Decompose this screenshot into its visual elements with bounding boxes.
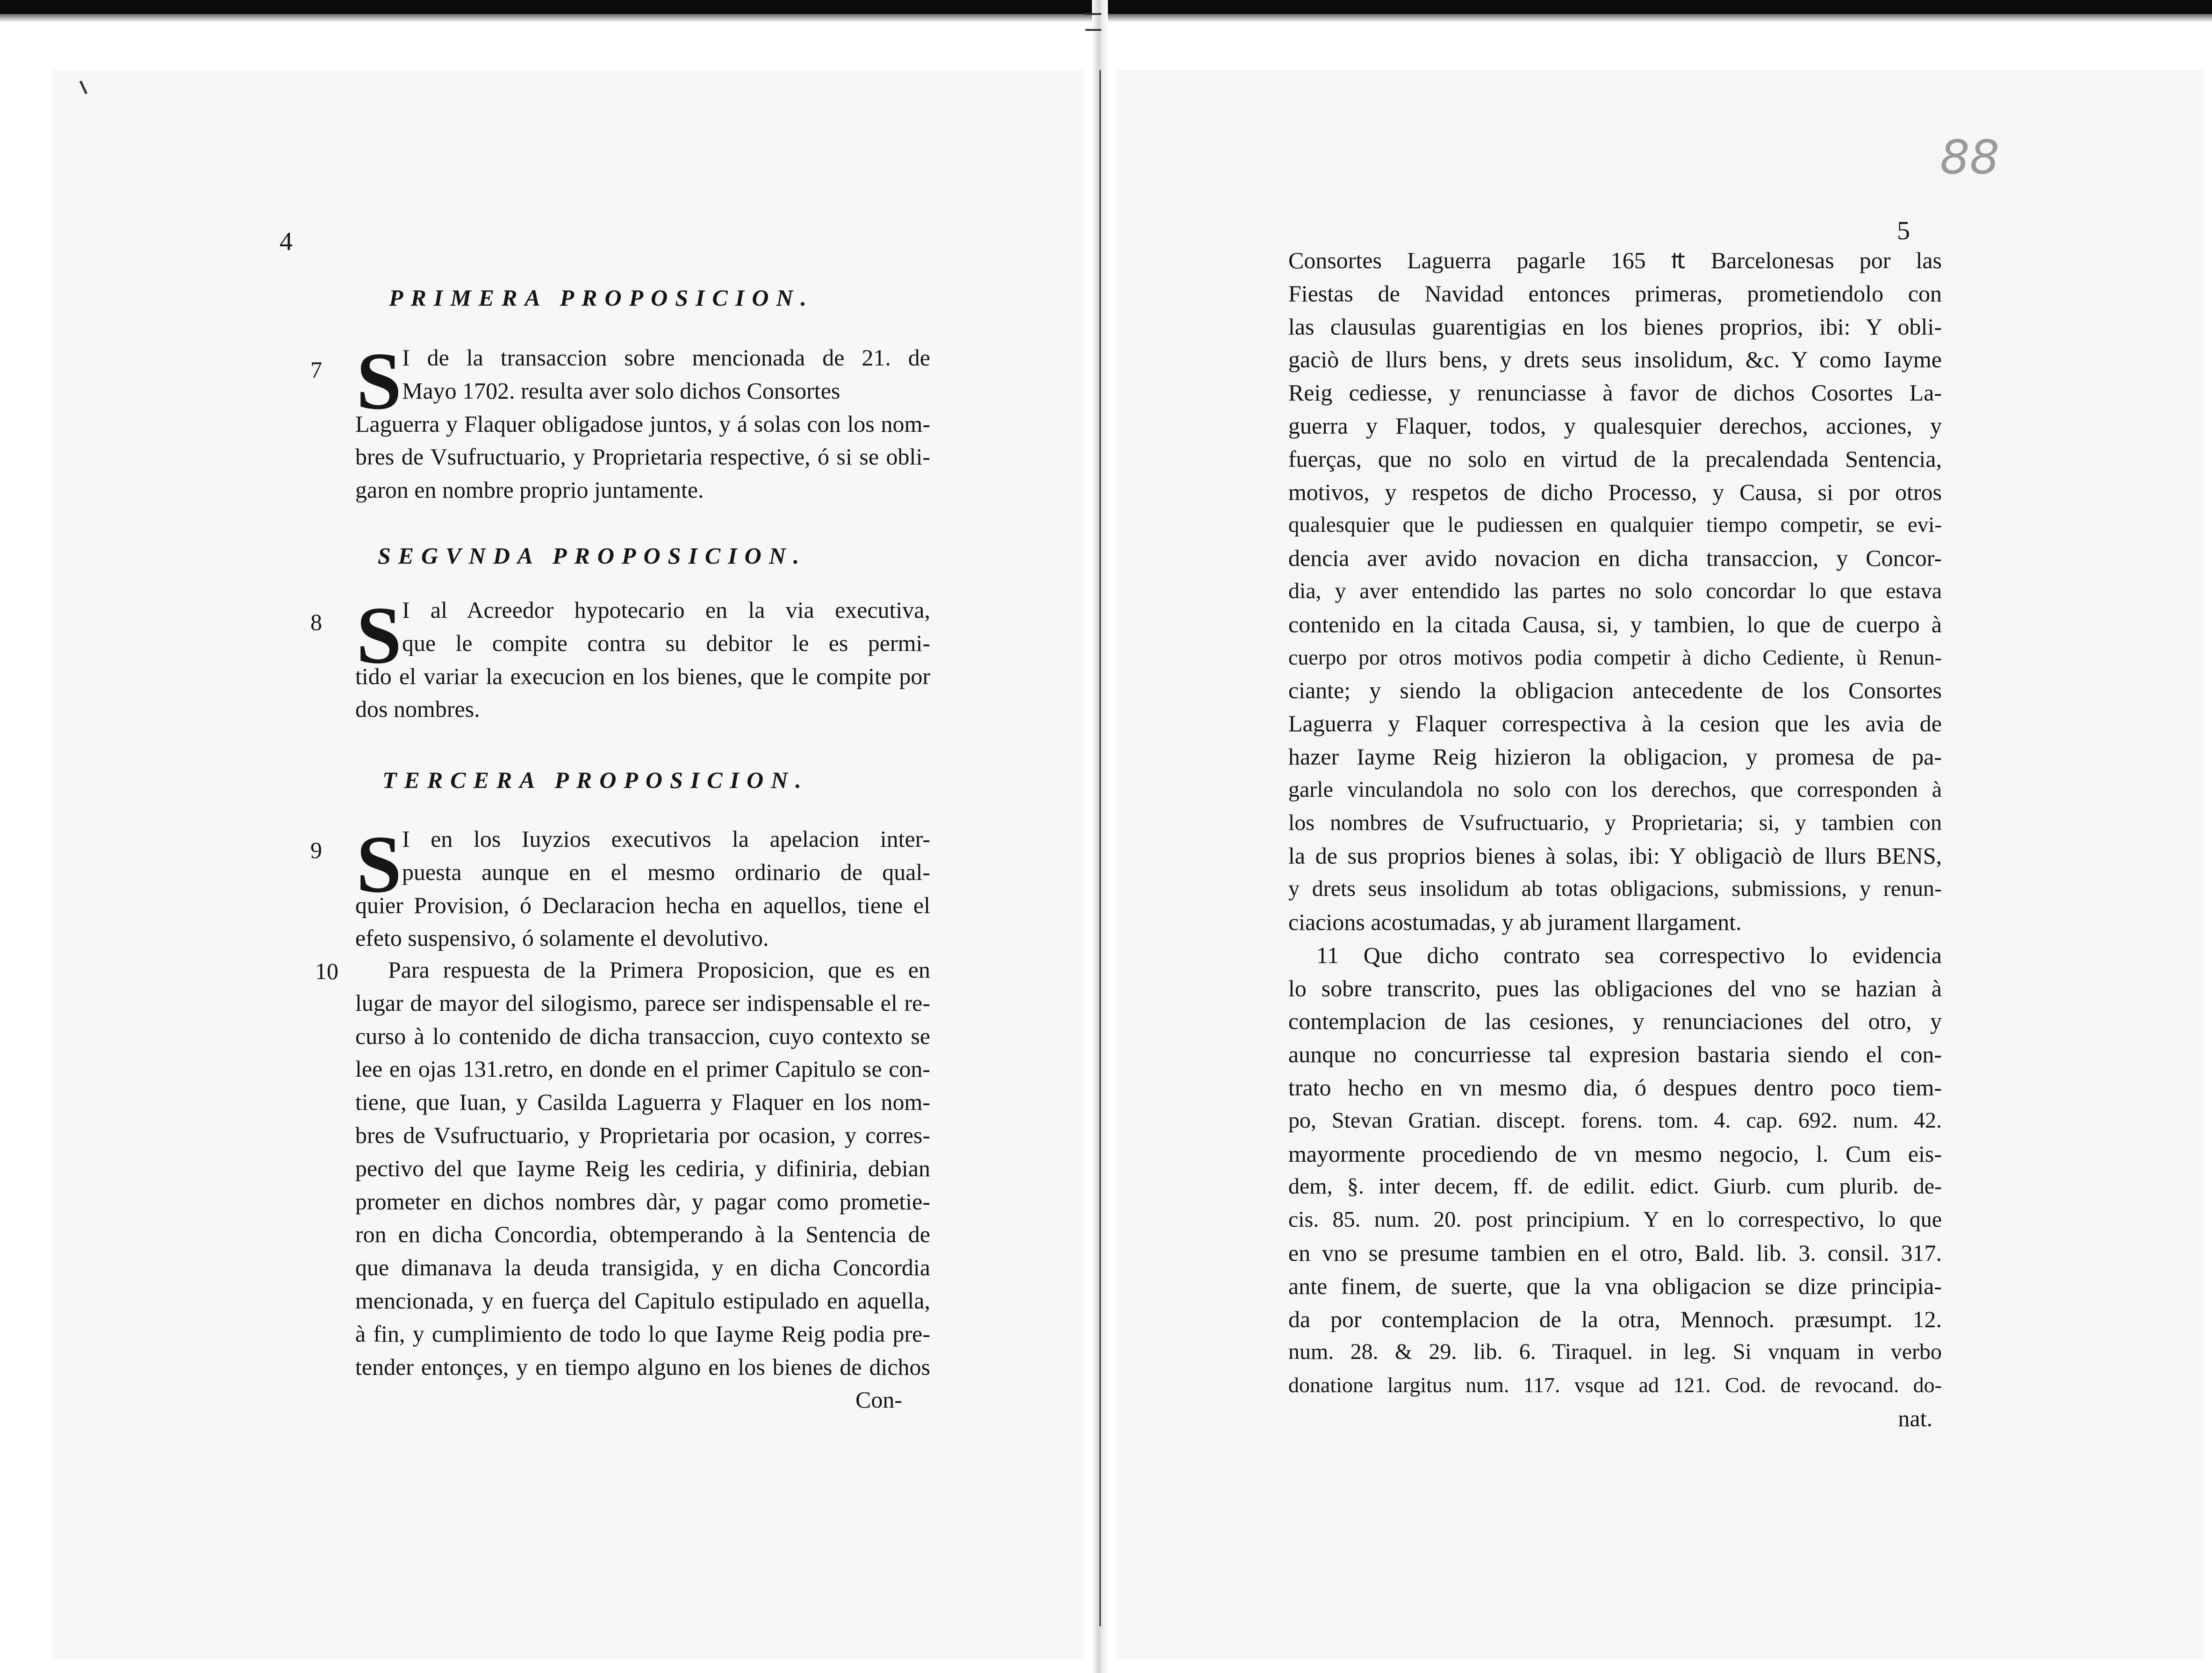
- proposition-3-text: [355, 819, 930, 955]
- text-line: hazer Iayme Reig hizieron la obligacion, y promesa de pa-: [1288, 743, 1942, 770]
- text-line: contenido en la citada Causa, si, y tambien, lo que de cuerpo à: [1288, 611, 1942, 637]
- section-heading-segunda: SEGVNDA PROPOSICION.: [378, 543, 807, 569]
- catchword: nat.: [1898, 1405, 1932, 1431]
- gutter-tick-mark: [1085, 29, 1101, 31]
- text-line: dencia aver avido novacion en dicha transaccion, y Concor-: [1288, 545, 1942, 572]
- text-line: los nombres de Vsufructuario, y Proprietaria; si, y tambien con: [1288, 810, 1942, 835]
- text-line: tiene, que Iuan, y Casilda Laguerra y Flaquer en los nom-: [355, 1089, 930, 1115]
- gutter-line: [1099, 70, 1101, 1626]
- proposition-1-text: [355, 336, 930, 507]
- text-line: po, Stevan Gratian. discept. forens. tom. 4. cap. 692. num. 42.: [1288, 1108, 1942, 1133]
- text-line: quier Provision, ó Declaracion hecha en aquellos, tiene el: [355, 892, 930, 918]
- text-line: da por contemplacion de la otra, Mennoch. præsumpt. 12.: [1288, 1306, 1942, 1332]
- text-line: y drets seus insolidum ab totas obligacions, submissions, y renun-: [1288, 876, 1942, 901]
- text-line: prometer en dichos nombres dàr, y pagar como prometie-: [355, 1188, 930, 1215]
- section-heading-tercera: TERCERA PROPOSICION.: [382, 767, 809, 793]
- text-line: I de la transaccion sobre mencionada de 21. de: [402, 344, 930, 371]
- text-line: efeto suspensivo, ó solamente el devolutivo.: [355, 925, 769, 951]
- text-line: que le compite contra su debitor le es permi-: [402, 629, 930, 656]
- text-line: cuerpo por otros motivos podia competir à dicho Cediente, ù Renun-: [1288, 645, 1942, 669]
- text-line: curso à lo contenido de dicha transaccion, cuyo contexto se: [355, 1022, 930, 1049]
- paragraph-number-9: 9: [310, 837, 322, 863]
- text-line: garle vinculandola no solo con los derechos, que corresponden à: [1288, 777, 1942, 802]
- text-line: à fin, y cumplimiento de todo lo que Iayme Reig podia pre-: [355, 1320, 930, 1347]
- text-line: num. 28. & 29. lib. 6. Tiraquel. in leg. Si vnquam in verbo: [1288, 1339, 1942, 1365]
- text-line: ciacions acostumadas, y ab jurament llargament.: [1288, 908, 1742, 935]
- paragraph-number-10: 10: [315, 958, 338, 984]
- text-line: ron en dicha Concordia, obtemperando à la Sentencia de: [355, 1221, 930, 1248]
- text-line: las clausulas guarentigias en los bienes proprios, ibi: Y obli-: [1288, 313, 1942, 340]
- gutter-tick-mark: [1085, 13, 1101, 15]
- right-page-text: [1288, 244, 1942, 1435]
- text-line: la de sus proprios bienes à solas, ibi: Y obligaciò de llurs BENS,: [1288, 843, 1942, 869]
- text-line: guerra y Flaquer, todos, y qualesquier derechos, acciones, y: [1288, 412, 1942, 439]
- text-line: bres de Vsufructuario, y Proprietaria respective, ó si se obli-: [355, 443, 930, 470]
- paragraph-10-text: [355, 953, 930, 1416]
- text-line: Para respuesta de la Primera Proposicion, que es en: [388, 957, 930, 983]
- text-line: Laguerra y Flaquer obligadose juntos, y á solas con los nom-: [355, 410, 930, 437]
- text-line: fuerças, que no solo en virtud de la precalendada Sentencia,: [1288, 445, 1942, 472]
- text-line: lo sobre transcrito, pues las obligaciones del vno se hazian à: [1288, 975, 1942, 1001]
- text-line: cis. 85. num. 20. post principium. Y en lo correspectivo, lo que: [1288, 1207, 1942, 1232]
- page-number-left: 4: [280, 227, 293, 256]
- catchword: Con-: [855, 1387, 902, 1413]
- paragraph-number-7: 7: [310, 357, 322, 383]
- text-line: 11 Que dicho contrato sea correspectivo lo evidencia: [1316, 942, 1942, 968]
- text-line: garon en nombre proprio juntamente.: [355, 477, 704, 503]
- text-line: mencionada, y en fuerça del Capitulo estipulado en aquella,: [355, 1287, 930, 1314]
- text-line: tido el variar la execucion en los bienes, que le compite por: [355, 663, 930, 689]
- text-line: bres de Vsufructuario, y Proprietaria por ocasion, y corres-: [355, 1122, 930, 1148]
- text-line: Consortes Laguerra pagarle 165 ₶ Barcelonesas por las: [1288, 247, 1942, 273]
- text-line: que dimanava la deuda transigida, y en dicha Concordia: [355, 1254, 930, 1281]
- drop-cap-initial: S: [356, 819, 402, 909]
- text-line: mayormente procediendo de vn mesmo negocio, l. Cum eis-: [1288, 1140, 1942, 1167]
- text-line: lugar de mayor del silogismo, parece ser indispensable el re-: [355, 989, 930, 1016]
- paragraph-number-8: 8: [310, 609, 322, 635]
- text-line: ante finem, de suerte, que la vna obligacion se dize principia-: [1288, 1273, 1942, 1299]
- text-line: lee en ojas 131.retro, en donde en el primer Capitulo se con-: [355, 1056, 930, 1082]
- text-line: Mayo 1702. resulta aver solo dichos Consortes: [402, 377, 840, 404]
- text-line: Fiestas de Navidad entonces primeras, prometiendolo con: [1288, 280, 1942, 307]
- drop-cap-initial: S: [356, 336, 402, 426]
- text-line: dia, y aver entendido las partes no solo concordar lo que estava: [1288, 578, 1942, 603]
- text-line: puesta aunque en el mesmo ordinario de qual-: [402, 858, 930, 885]
- text-line: donatione largitus num. 117. vsque ad 121. Cod. de revocand. do-: [1288, 1373, 1942, 1397]
- text-line: dos nombres.: [355, 696, 480, 722]
- text-line: Laguerra y Flaquer correspectiva à la cesion que les avia de: [1288, 710, 1942, 737]
- page-number-right: 5: [1897, 216, 1910, 245]
- text-line: Reig cediesse, y renunciasse à favor de dichos Cosortes La-: [1288, 379, 1942, 406]
- text-line: qualesquier que le pudiessen en qualquier tiempo competir, se evi-: [1288, 513, 1942, 537]
- text-line: dem, §. inter decem, ff. de edilit. edict. Giurb. cum plurib. de-: [1288, 1174, 1942, 1199]
- section-heading-primera: PRIMERA PROPOSICION.: [389, 285, 814, 311]
- text-line: ciante; y siendo la obligacion antecedente de los Consortes: [1288, 677, 1942, 704]
- drop-cap-initial: S: [356, 590, 402, 680]
- handwritten-folio-number: 88: [1940, 130, 2000, 185]
- text-line: contemplacion de las cesiones, y renunciaciones del otro, y: [1288, 1008, 1942, 1035]
- proposition-2-text: [355, 590, 930, 726]
- text-line: aunque no concurriesse tal expresion bastaria siendo el con-: [1288, 1041, 1942, 1068]
- text-line: pectivo del que Iayme Reig les cediria, y difiniria, debian: [355, 1155, 930, 1181]
- text-line: tender entonçes, y en tiempo alguno en los bienes de dichos: [355, 1353, 930, 1380]
- text-line: I al Acreedor hypotecario en la via executiva,: [402, 597, 930, 623]
- text-line: trato hecho en vn mesmo dia, ó despues dentro poco tiem-: [1288, 1074, 1942, 1101]
- text-line: motivos, y respetos de dicho Processo, y Causa, si por otros: [1288, 479, 1942, 505]
- text-line: gaciò de llurs bens, y drets seus insolidum, &c. Y como Iayme: [1288, 346, 1942, 373]
- text-line: I en los Iuyzios executivos la apelacion inter-: [402, 826, 930, 852]
- text-line: en vno se presume tambien en el otro, Bald. lib. 3. consil. 317.: [1288, 1239, 1942, 1266]
